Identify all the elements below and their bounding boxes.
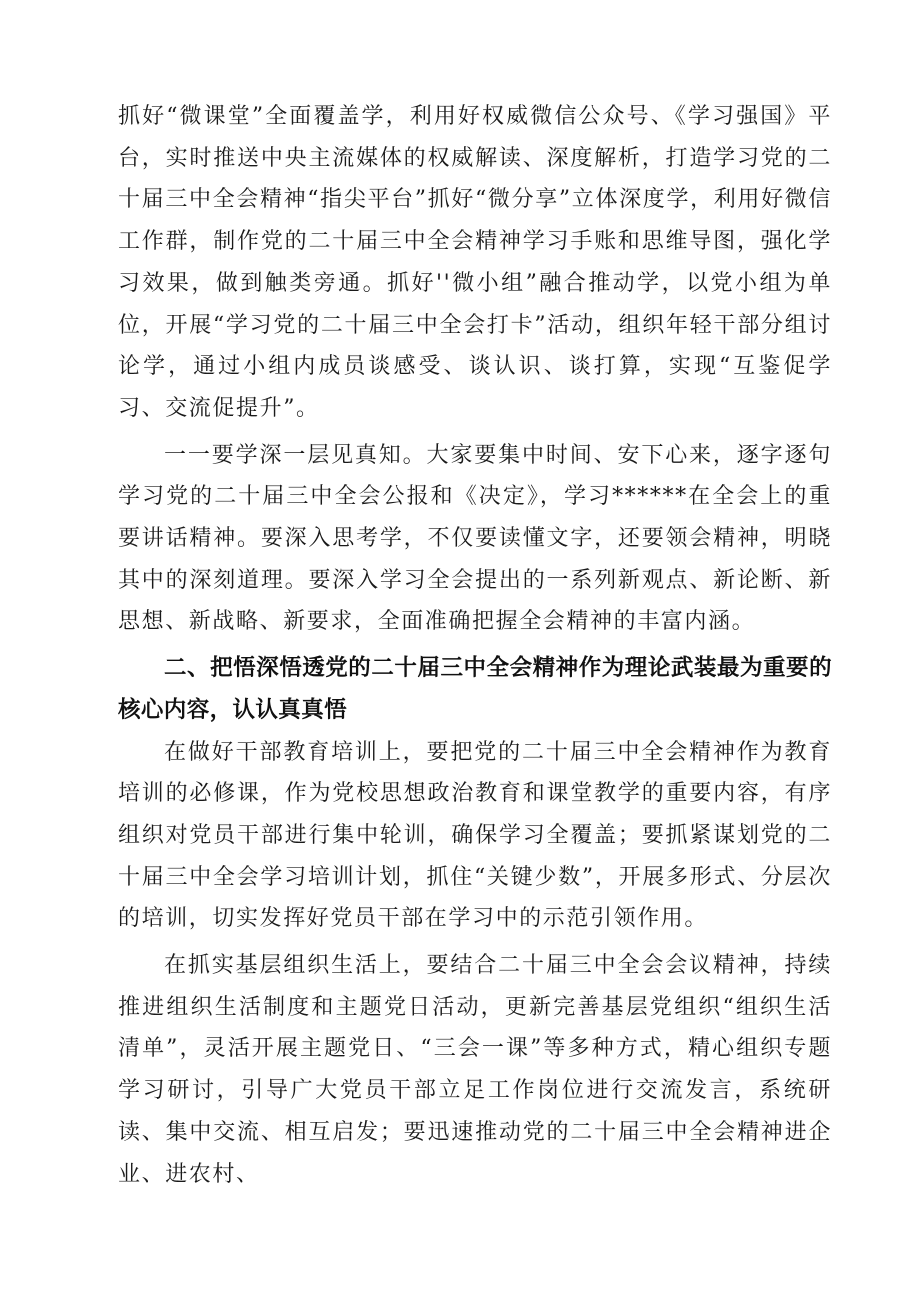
body-paragraph-2: 一一要学深一层见真知。大家要集中时间、安下心来，逐字逐句学习党的二十届三中全会公报和《决定》，学习******在全会上的重要讲话精神。要深入思考学，不仅要读懂文字，还要领会精神，明晓其中的深刻道理。要深入学习全会提出的一系列新观点、新论断、新思想、新战略、新要求，全面准确把握全会精神的丰富内涵。 [118,442,832,635]
body-paragraph-4: 在抓实基层组织生活上，要结合二十届三中全会会议精神，持续推进组织生活制度和主题党日活动，更新完善基层党组织“组织生活清单”，灵活开展主题党日、“三会一课”等多种方式，精心组织专题学习研讨，引导广大党员干部立足工作岗位进行交流发言，系统研读、集中交流、相互启发；要迅速推动党的二十届三中全会精神进企业、进农村、 [118,953,832,1187]
section-heading-2: 二、把悟深悟透党的二十届三中全会精神作为理论武装最为重要的核心内容，认认真真悟 [118,655,832,723]
body-paragraph-1: 抓好“微课堂”全面覆盖学，利用好权威微信公众号、《学习强国》平台，实时推送中央主流媒体的权威解读、深度解析，打造学习党的二十届三中全会精神“指尖平台”抓好“微分享”立体深度学，利用好微信工作群，制作党的二十届三中全会精神学习手账和思维导图，强化学习效果，做到触类旁通。抓好''微小组”融合推动学，以党小组为单位，开展“学习党的二十届三中全会打卡”活动，组织年轻干部分组讨论学，通过小组内成员谈感受、谈认识、谈打算，实现“互鉴促学习、交流促提升”。 [118,104,832,421]
body-paragraph-3: 在做好干部教育培训上，要把党的二十届三中全会精神作为教育培训的必修课，作为党校思想政治教育和课堂教学的重要内容，有序组织对党员干部进行集中轮训，确保学习全覆盖；要抓紧谋划党的二十届三中全会学习培训计划，抓住“关键少数”，开展多形式、分层次的培训，切实发挥好党员干部在学习中的示范引领作用。 [118,739,832,932]
